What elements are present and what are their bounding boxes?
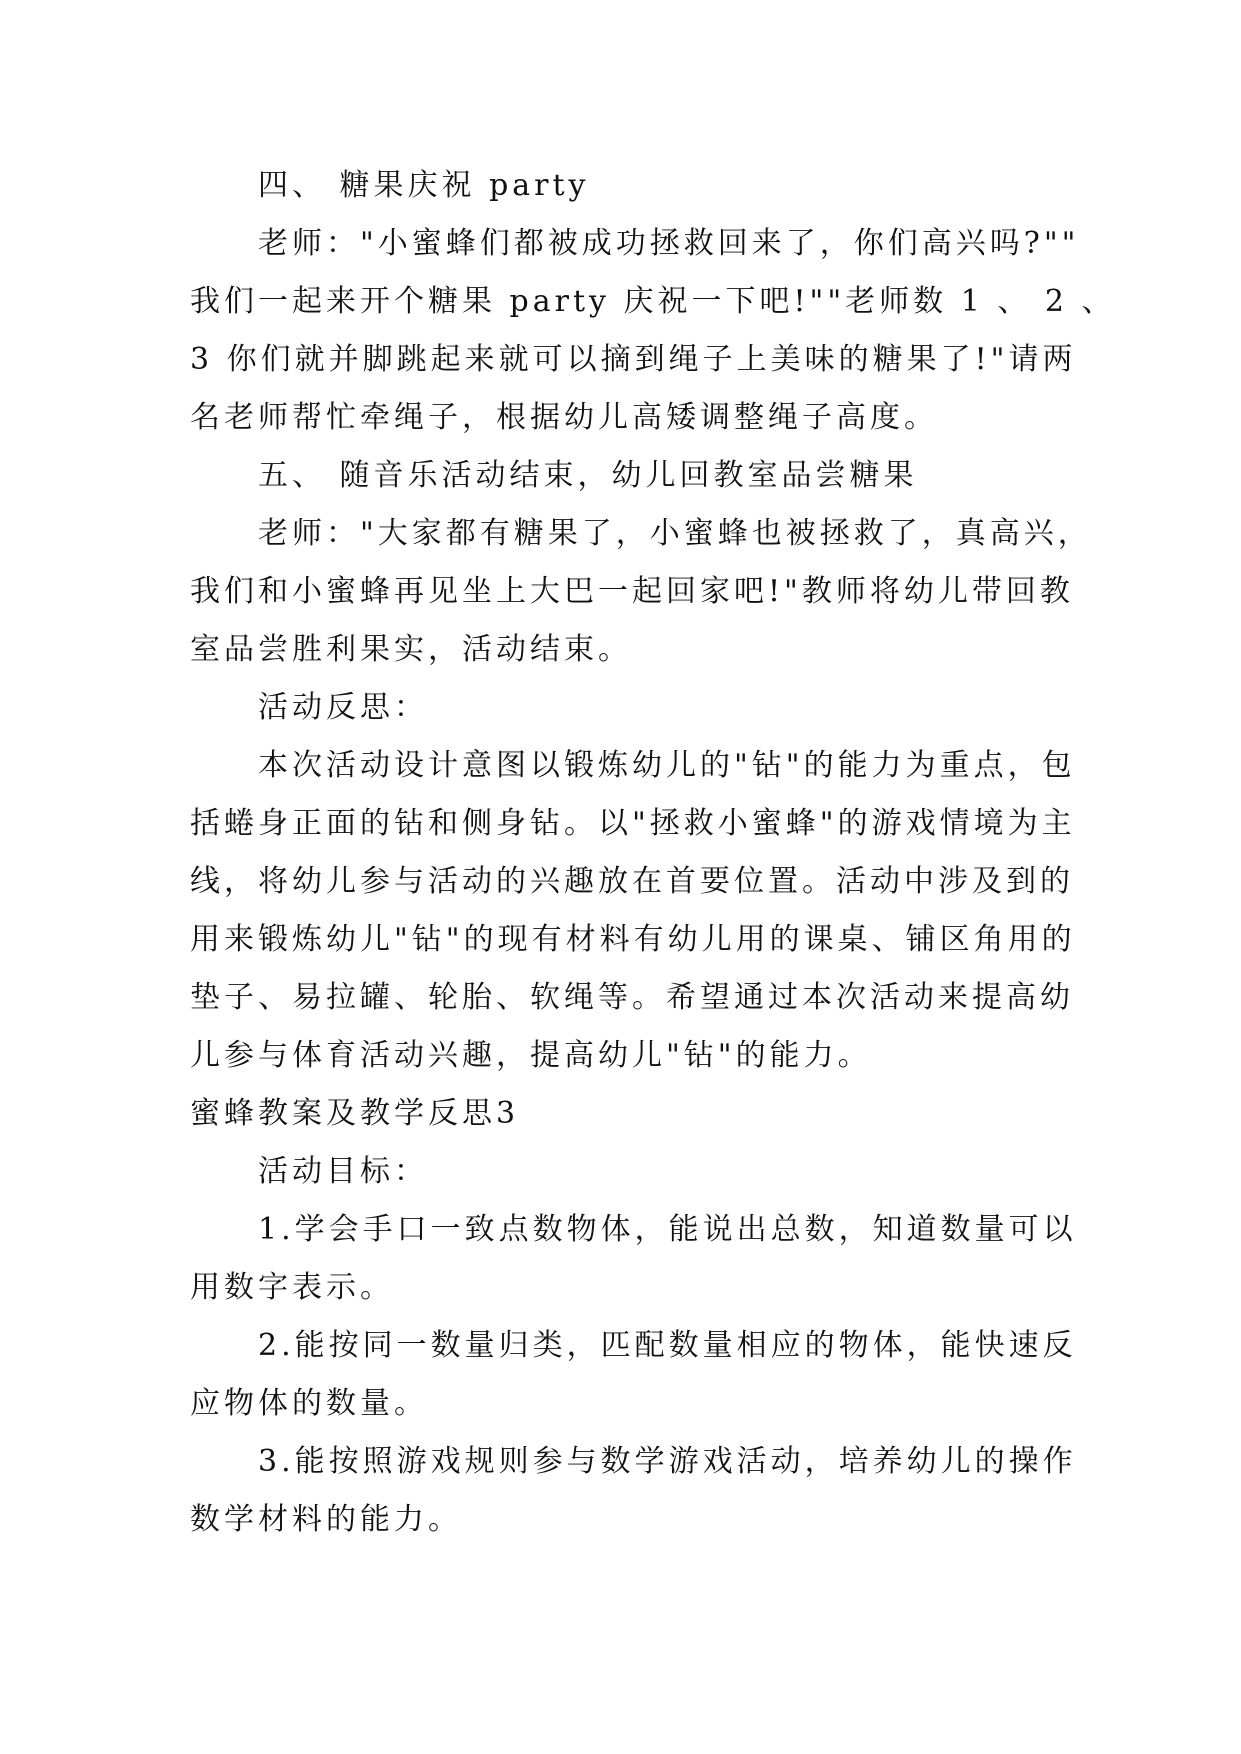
reflection-paragraph-line: 用来锻炼幼儿"钻"的现有材料有幼儿用的课桌、铺区角用的 [190, 922, 1076, 957]
reflection-paragraph-line: 线，将幼儿参与活动的兴趣放在首要位置。活动中涉及到的 [190, 864, 1074, 899]
paragraph-line: 名老师帮忙牵绳子，根据幼儿高矮调整绳子高度。 [190, 400, 938, 435]
goal-item-1-continued: 用数字表示。 [190, 1270, 394, 1305]
goal-item-3-continued: 数学材料的能力。 [190, 1502, 462, 1537]
goal-item-2-continued: 应物体的数量。 [190, 1386, 428, 1421]
activity-goals-heading: 活动目标： [258, 1154, 428, 1189]
paragraph-line: 室品尝胜利果实，活动结束。 [190, 632, 632, 667]
paragraph-line: 我们一起来开个糖果 party 庆祝一下吧!""老师数 1 、 2 、 [190, 284, 1116, 319]
paragraph-teacher-line: 老师："小蜜蜂们都被成功拯救回来了，你们高兴吗?"" [258, 226, 1080, 261]
section-heading-four: 四、 糖果庆祝 party [258, 168, 590, 203]
reflection-paragraph-line: 垫子、易拉罐、轮胎、软绳等。希望通过本次活动来提高幼 [190, 980, 1074, 1015]
paragraph-teacher-line: 老师："大家都有糖果了，小蜜蜂也被拯救了，真高兴， [258, 516, 1092, 551]
paragraph-line: 我们和小蜜蜂再见坐上大巴一起回家吧!"教师将幼儿带回教 [190, 574, 1074, 609]
paragraph-line: 3 你们就并脚跳起来就可以摘到绳子上美味的糖果了!"请两 [190, 342, 1077, 377]
reflection-paragraph-line: 儿参与体育活动兴趣，提高幼儿"钻"的能力。 [190, 1038, 872, 1073]
section-heading-five: 五、 随音乐活动结束，幼儿回教室品尝糖果 [258, 458, 918, 493]
reflection-paragraph-line: 本次活动设计意图以锻炼幼儿的"钻"的能力为重点，包 [258, 748, 1076, 783]
goal-item-1: 1.学会手口一致点数物体，能说出总数，知道数量可以 [258, 1212, 1077, 1247]
activity-reflection-heading: 活动反思： [258, 690, 428, 725]
document-section-title: 蜜蜂教案及教学反思3 [190, 1096, 520, 1131]
reflection-paragraph-line: 括蜷身正面的钻和侧身钻。以"拯救小蜜蜂"的游戏情境为主 [190, 806, 1076, 841]
goal-item-2: 2.能按同一数量归类，匹配数量相应的物体，能快速反 [258, 1328, 1077, 1363]
goal-item-3: 3.能按照游戏规则参与数学游戏活动，培养幼儿的操作 [258, 1444, 1077, 1479]
